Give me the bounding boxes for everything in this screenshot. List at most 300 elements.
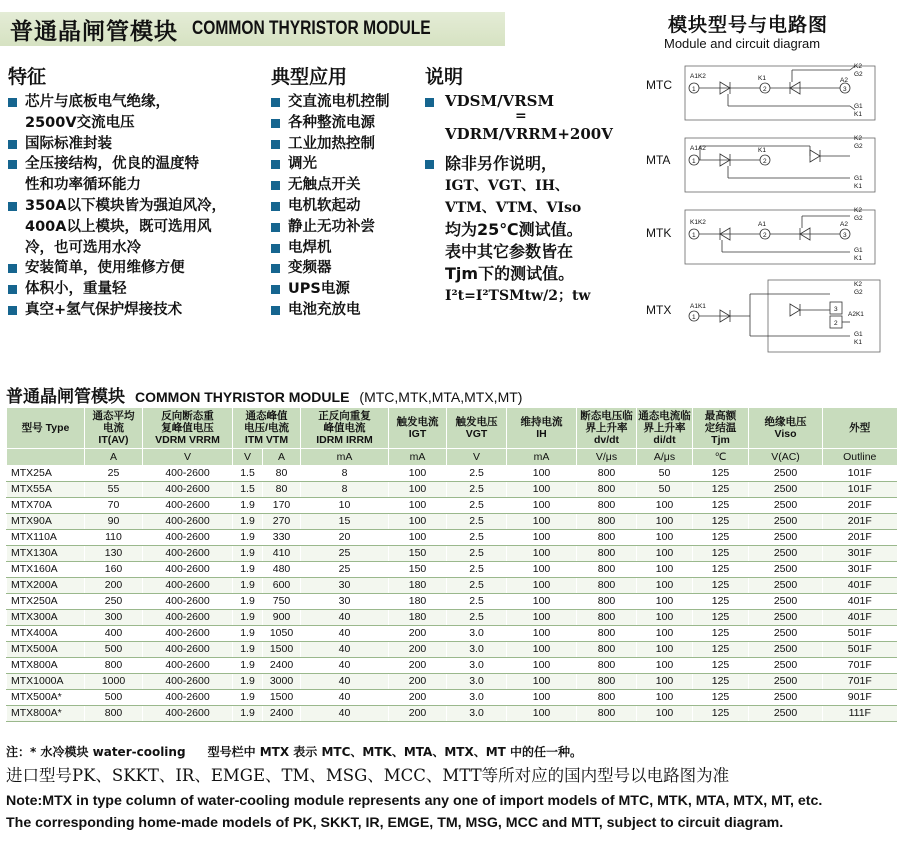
value-cell: 400 [85,626,143,642]
value-cell: 500 [85,642,143,658]
column-header: 正反向重复 峰值电流 IDRM IRRM [301,408,389,449]
value-cell: 400-2600 [143,658,233,674]
value-cell: 8 [301,466,389,482]
value-cell: 2.5 [447,498,507,514]
svg-text:G1: G1 [854,331,863,338]
value-cell: 800 [577,546,637,562]
feature-item [8,258,270,279]
value-cell: 1.9 [233,610,263,626]
value-cell: 25 [301,546,389,562]
column-header: 外型 [823,408,897,449]
unit-cell: mA [507,449,577,466]
value-cell: 400-2600 [143,546,233,562]
circuit-mtc [685,66,875,120]
value-cell: 400-2600 [143,594,233,610]
table-row [7,610,897,626]
application-text: 无触点开关 [288,177,361,194]
application-item [271,196,421,217]
svg-text:K1: K1 [854,339,862,346]
bullet-icon [425,160,434,169]
value-cell: 125 [693,562,749,578]
value-cell: 100 [637,562,693,578]
value-cell: 100 [637,674,693,690]
feature-item-cont [8,238,270,259]
value-cell: 125 [693,514,749,530]
value-cell: 150 [389,546,447,562]
module-label-mtc: MTC [646,78,672,92]
model-cell: MTX130A [7,546,85,562]
feature-text: 芯片与底板电气绝缘， [25,94,170,110]
value-cell: 100 [389,482,447,498]
notes-line4: 除非另作说明， [445,154,558,173]
application-text: 交直流电机控制 [288,94,390,110]
table-row [7,482,897,498]
value-cell: 30 [301,594,389,610]
unit-cell: V [447,449,507,466]
bullet-icon [271,202,280,211]
value-cell: 600 [263,578,301,594]
value-cell: 2.5 [447,578,507,594]
value-cell: 100 [507,578,577,594]
value-cell: 800 [577,594,637,610]
svg-text:3: 3 [834,306,838,313]
notes-heading: 说明 [425,66,464,88]
svg-text:3: 3 [843,86,847,93]
model-cell: MTX110A [7,530,85,546]
value-cell: 800 [577,482,637,498]
bullet-icon [271,181,280,190]
value-cell: 800 [577,674,637,690]
application-item [271,238,421,259]
value-cell: 100 [507,530,577,546]
value-cell: 125 [693,594,749,610]
value-cell: 1.9 [233,674,263,690]
table-row [7,674,897,690]
features-list [8,92,270,321]
value-cell: 100 [637,498,693,514]
table-row [7,690,897,706]
svg-text:K2: K2 [854,281,862,288]
value-cell: 800 [577,530,637,546]
value-cell: 100 [637,626,693,642]
value-cell: 1.9 [233,498,263,514]
value-cell: 400-2600 [143,578,233,594]
notes-line7: 均为25℃测试值。 [445,220,583,239]
value-cell: 100 [389,530,447,546]
value-cell: 100 [507,562,577,578]
model-cell: MTX1000A [7,674,85,690]
table-row [7,514,897,530]
value-cell: 125 [693,466,749,482]
page-title-cn: 普通晶闸管模块 [10,18,178,45]
svg-text:1: 1 [692,314,696,321]
value-cell: 1.9 [233,594,263,610]
unit-cell: V [143,449,233,466]
svg-text:G2: G2 [854,215,863,222]
application-item [271,113,421,134]
bullet-icon [271,306,280,315]
value-cell: 200 [389,642,447,658]
value-cell: 40 [301,642,389,658]
model-cell: MTX70A [7,498,85,514]
value-cell: 100 [507,690,577,706]
value-cell: 800 [577,642,637,658]
bullet-icon [271,285,280,294]
unit-cell: Outline [823,449,897,466]
value-cell: 90 [85,514,143,530]
application-text: 各种整流电源 [288,114,375,131]
value-cell: 50 [637,482,693,498]
value-cell: 40 [301,706,389,722]
features-section [8,62,270,321]
footnote-mtx-meaning: 型号栏中 MTX 表示 MTC、MTK、MTA、MTX、MT 中的任一种。 [207,745,583,759]
svg-text:A1K1: A1K1 [690,303,706,310]
module-label-mta: MTA [646,153,671,167]
value-cell: 100 [507,546,577,562]
value-cell: 800 [577,466,637,482]
value-cell: 400-2600 [143,530,233,546]
model-cell: MTX250A [7,594,85,610]
value-cell: 3.0 [447,626,507,642]
value-cell: 125 [693,626,749,642]
value-cell: 1.9 [233,706,263,722]
value-cell: 2500 [749,578,823,594]
value-cell: 2500 [749,514,823,530]
notes-line5: IGT、VGT、IH、 [445,178,569,194]
value-cell: 55 [85,482,143,498]
value-cell: 100 [637,658,693,674]
value-cell: 40 [301,674,389,690]
value-cell: 100 [637,610,693,626]
value-cell: 125 [693,642,749,658]
feature-text: 国际标准封装 [25,135,112,152]
features-heading: 特征 [8,66,47,88]
svg-text:A2: A2 [840,77,848,84]
value-cell: 270 [263,514,301,530]
value-cell: 20 [301,530,389,546]
circuit-svg [640,58,900,358]
notes-line6: VTM、VTM、VIso [445,200,582,216]
table-units-row [7,449,897,466]
value-cell: 200 [389,706,447,722]
unit-cell: A [85,449,143,466]
value-cell: 400-2600 [143,626,233,642]
value-cell: 1.9 [233,546,263,562]
model-cell: MTX500A [7,642,85,658]
value-cell: 2500 [749,466,823,482]
value-cell: 1050 [263,626,301,642]
value-cell: 701F [823,674,897,690]
value-cell: 180 [389,594,447,610]
value-cell: 2500 [749,658,823,674]
model-cell: MTX800A* [7,706,85,722]
unit-cell: V/μs [577,449,637,466]
value-cell: 201F [823,498,897,514]
bullet-icon [271,160,280,169]
value-cell: 1.9 [233,626,263,642]
svg-text:K2: K2 [854,135,862,142]
value-cell: 125 [693,482,749,498]
feature-text: 全压接结构，优良的温度特 [25,156,199,173]
value-cell: 100 [637,594,693,610]
svg-text:K2: K2 [854,207,862,214]
bullet-icon [271,119,280,128]
application-text: 静止无功补尝 [288,218,375,235]
svg-text:A1K2: A1K2 [690,73,706,80]
application-text: 工业加热控制 [288,135,375,152]
application-item [271,134,421,155]
value-cell: 400-2600 [143,610,233,626]
feature-text: 真空+氢气保护焊接技术 [25,301,183,318]
value-cell: 101F [823,482,897,498]
value-cell: 180 [389,610,447,626]
value-cell: 125 [693,610,749,626]
value-cell: 250 [85,594,143,610]
model-cell: MTX160A [7,562,85,578]
value-cell: 170 [263,498,301,514]
value-cell: 100 [637,706,693,722]
feature-item [8,154,270,175]
applications-section [271,62,421,321]
value-cell: 2.5 [447,594,507,610]
value-cell: 1.9 [233,578,263,594]
value-cell: 800 [577,626,637,642]
svg-text:2: 2 [763,158,767,165]
value-cell: 400-2600 [143,466,233,482]
application-item [271,92,421,113]
value-cell: 2500 [749,530,823,546]
bullet-icon [271,223,280,232]
table-row [7,562,897,578]
value-cell: 110 [85,530,143,546]
value-cell: 125 [693,674,749,690]
value-cell: 800 [577,690,637,706]
svg-text:K1: K1 [758,75,766,82]
model-cell: MTX55A [7,482,85,498]
unit-cell: ℃ [693,449,749,466]
value-cell: 100 [507,466,577,482]
svg-text:G1: G1 [854,103,863,110]
feature-item-cont [8,113,270,134]
value-cell: 400-2600 [143,706,233,722]
page-title-en: COMMON THYRISTOR MODULE [192,18,431,39]
value-cell: 2500 [749,674,823,690]
feature-item [8,196,270,217]
feature-text: 性和功率循环能力 [25,177,141,194]
table-row [7,706,897,722]
footnote-en-1: Note:MTX in type column of water-cooling module represents any one of import models of MTC, MTK, MTA, MTX, MT, etc. [6,793,823,809]
svg-text:1: 1 [692,158,696,165]
model-cell: MTX25A [7,466,85,482]
svg-text:A1A2: A1A2 [690,145,706,152]
svg-text:K1: K1 [758,147,766,154]
svg-text:G2: G2 [854,71,863,78]
value-cell: 100 [637,514,693,530]
value-cell: 2500 [749,546,823,562]
value-cell: 2500 [749,562,823,578]
value-cell: 1.9 [233,514,263,530]
unit-cell: V [233,449,263,466]
feature-item [8,134,270,155]
model-cell: MTX400A [7,626,85,642]
value-cell: 800 [85,706,143,722]
value-cell: 100 [507,594,577,610]
application-text: 电机软起动 [288,197,361,214]
value-cell: 15 [301,514,389,530]
value-cell: 410 [263,546,301,562]
column-header: 通态峰值 电压/电流 ITM VTM [233,408,301,449]
application-item [271,217,421,238]
value-cell: 100 [507,642,577,658]
svg-text:2: 2 [763,232,767,239]
table-title-models: (MTC,MTK,MTA,MTX,MT) [359,389,523,405]
model-cell: MTX500A* [7,690,85,706]
value-cell: 3.0 [447,642,507,658]
column-header: 断态电压临 界上升率 dv/dt [577,408,637,449]
svg-text:K2: K2 [854,63,862,70]
value-cell: 200 [389,690,447,706]
column-header: 反向断态重 复峰值电压 VDRM VRRM [143,408,233,449]
value-cell: 800 [577,706,637,722]
feature-item [8,279,270,300]
value-cell: 125 [693,658,749,674]
value-cell: 401F [823,610,897,626]
feature-item-cont [8,217,270,238]
value-cell: 200 [389,626,447,642]
module-label-mtx: MTX [646,303,672,317]
value-cell: 800 [577,578,637,594]
value-cell: 2.5 [447,530,507,546]
application-item [271,175,421,196]
value-cell: 1.9 [233,658,263,674]
value-cell: 2400 [263,706,301,722]
feature-item [8,300,270,321]
column-header: 绝缘电压 Viso [749,408,823,449]
value-cell: 100 [507,514,577,530]
svg-text:K1K2: K1K2 [690,219,706,226]
bullet-icon [271,244,280,253]
svg-text:A1: A1 [758,221,766,228]
value-cell: 1000 [85,674,143,690]
notes-line10: I²t=I²TSMtw/2；tw [445,288,591,304]
value-cell: 2500 [749,626,823,642]
value-cell: 50 [637,466,693,482]
value-cell: 2.5 [447,610,507,626]
value-cell: 100 [507,658,577,674]
feature-text: 体积小，重量轻 [25,281,127,298]
notes-line8: 表中其它参数皆在 [445,242,574,261]
value-cell: 100 [507,706,577,722]
table-row [7,498,897,514]
applications-list [271,92,421,321]
value-cell: 150 [389,562,447,578]
notes-formula-block [425,92,635,143]
unit-cell: A [263,449,301,466]
value-cell: 10 [301,498,389,514]
value-cell: 400-2600 [143,674,233,690]
value-cell: 301F [823,562,897,578]
svg-text:3: 3 [843,232,847,239]
value-cell: 25 [301,562,389,578]
value-cell: 800 [85,658,143,674]
value-cell: 130 [85,546,143,562]
value-cell: 40 [301,690,389,706]
bullet-icon [425,98,434,107]
value-cell: 200 [85,578,143,594]
table-title-en: COMMON THYRISTOR MODULE [135,389,350,405]
bullet-icon [271,264,280,273]
value-cell: 111F [823,706,897,722]
table-title-cn: 普通晶闸管模块 [6,387,125,407]
diagram-title-cn: 模块型号与电路图 [668,14,829,36]
feature-text: 400A以上模块，既可选用风 [25,218,212,235]
value-cell: 2.5 [447,562,507,578]
value-cell: 901F [823,690,897,706]
notes-line9: Tjm下的测试值。 [445,264,575,283]
value-cell: 2400 [263,658,301,674]
feature-text: 安装简单，使用维修方便 [25,260,185,277]
value-cell: 300 [85,610,143,626]
value-cell: 100 [507,610,577,626]
value-cell: 125 [693,530,749,546]
bullet-icon [271,98,280,107]
spec-table [6,408,897,722]
value-cell: 100 [389,498,447,514]
column-header: 通态平均 电流 IT(AV) [85,408,143,449]
bullet-icon [8,306,17,315]
value-cell: 800 [577,610,637,626]
value-cell: 2500 [749,610,823,626]
value-cell: 800 [577,562,637,578]
value-cell: 2.5 [447,466,507,482]
footnote-en-2: The corresponding home-made models of PK, SKKT, IR, EMGE, TM, MSG, MCC and MTT, subject to circuit diagram. [6,815,784,831]
value-cell: 501F [823,642,897,658]
svg-text:K1: K1 [854,111,862,118]
svg-text:2: 2 [834,320,838,327]
bullet-icon [8,285,17,294]
value-cell: 125 [693,578,749,594]
value-cell: 480 [263,562,301,578]
application-item [271,258,421,279]
application-item [271,279,421,300]
value-cell: 125 [693,706,749,722]
bullet-icon [271,140,280,149]
table-row [7,466,897,482]
notes-text-block [425,153,635,307]
bullet-icon [8,98,17,107]
notes-line1: VDSM/VRSM [445,92,555,110]
value-cell: 400-2600 [143,690,233,706]
value-cell: 201F [823,530,897,546]
value-cell: 40 [301,626,389,642]
feature-text: 冷，也可选用水冷 [25,239,141,256]
footnote-row [6,743,582,760]
value-cell: 1.9 [233,642,263,658]
svg-text:G2: G2 [854,289,863,296]
value-cell: 25 [85,466,143,482]
feature-text: 350A以下模块皆为强迫风冷， [25,197,226,214]
value-cell: 201F [823,514,897,530]
column-header: 最高额 定结温 Tjm [693,408,749,449]
value-cell: 200 [389,674,447,690]
value-cell: 2500 [749,482,823,498]
bullet-icon [8,264,17,273]
value-cell: 2.5 [447,546,507,562]
value-cell: 100 [389,466,447,482]
model-cell: MTX800A [7,658,85,674]
value-cell: 3.0 [447,706,507,722]
value-cell: 3000 [263,674,301,690]
